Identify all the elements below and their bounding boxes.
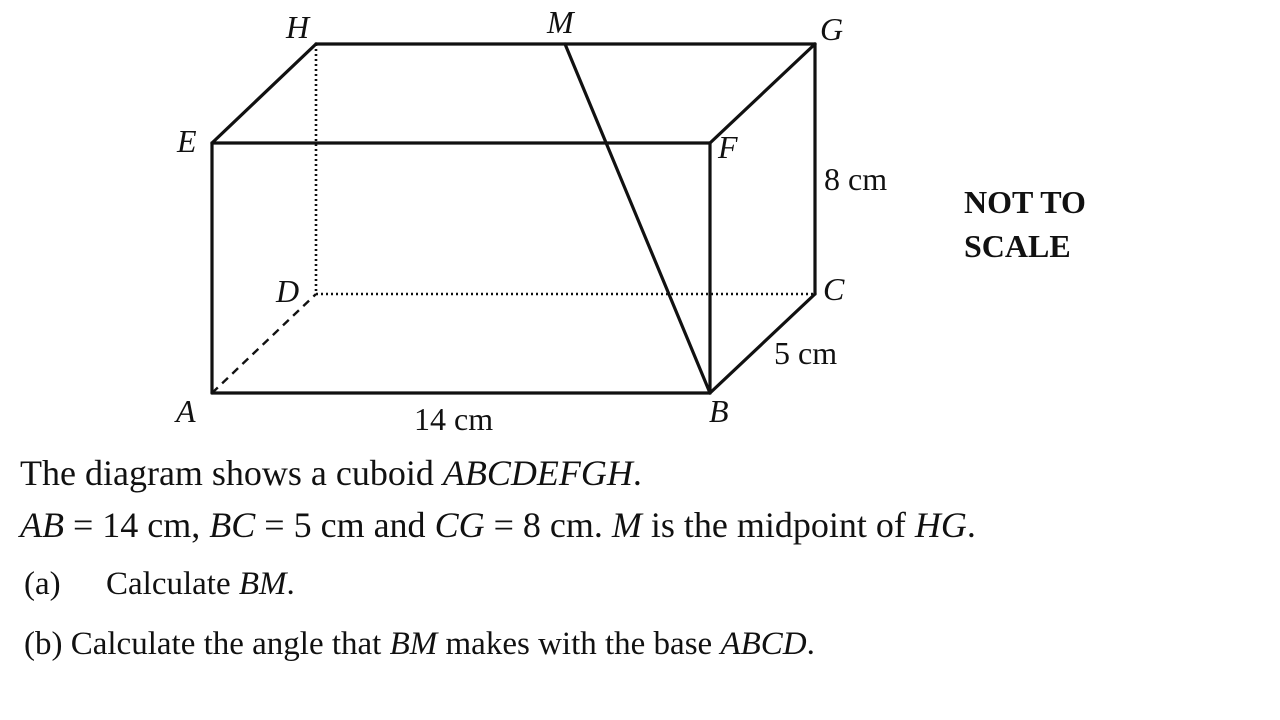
question-a-suffix: . <box>286 566 295 602</box>
term-hg: HG <box>914 505 967 545</box>
vertex-label-g: G <box>820 11 844 47</box>
term-ab: AB <box>20 505 64 545</box>
given-values-line <box>20 504 976 546</box>
question-b-prefix: Calculate the angle that <box>62 626 390 662</box>
line-bm <box>565 44 710 393</box>
question-b-term2: ABCD <box>720 626 807 662</box>
question-b-term: BM <box>389 626 438 662</box>
question-b-middle: makes with the base <box>437 626 721 662</box>
midpoint-text: is the midpoint of <box>641 505 915 545</box>
vertex-label-d: D <box>276 273 300 309</box>
given-end: . <box>966 505 976 545</box>
vertex-label-b: B <box>709 393 729 429</box>
question-a-label: (a) <box>24 566 61 602</box>
note-line-1: NOT TO <box>964 184 1086 220</box>
question-a-prefix: Calculate <box>106 566 239 602</box>
vertex-label-e: E <box>177 123 197 159</box>
edge-eh <box>212 44 316 143</box>
not-to-scale-note <box>964 180 1086 268</box>
question-b <box>24 626 815 663</box>
note-line-2: SCALE <box>964 228 1071 264</box>
term-m: M <box>611 505 642 545</box>
value-cg: = 8 cm. <box>484 505 612 545</box>
dimension-ab: 14 cm <box>414 401 494 437</box>
intro-suffix: . <box>632 453 642 493</box>
question-a <box>24 566 295 603</box>
edge-ad <box>212 294 316 393</box>
dimension-bc: 5 cm <box>774 335 838 371</box>
vertex-label-f: F <box>718 129 738 165</box>
vertex-label-c: C <box>823 271 845 307</box>
vertex-label-m: M <box>547 4 574 40</box>
vertex-label-h: H <box>286 9 310 45</box>
question-a-term: BM <box>238 566 287 602</box>
question-b-suffix: . <box>806 626 815 662</box>
question-b-label: (b) <box>24 626 63 662</box>
value-bc: = 5 cm and <box>255 505 435 545</box>
term-bc: BC <box>209 505 256 545</box>
intro-prefix: The diagram shows a cuboid <box>20 453 443 493</box>
value-ab: = 14 cm, <box>63 505 210 545</box>
vertex-label-a: A <box>176 393 196 429</box>
cuboid-name: ABCDEFGH <box>442 453 633 493</box>
dimension-cg: 8 cm <box>824 161 888 197</box>
intro-line <box>20 452 642 494</box>
term-cg: CG <box>434 505 485 545</box>
